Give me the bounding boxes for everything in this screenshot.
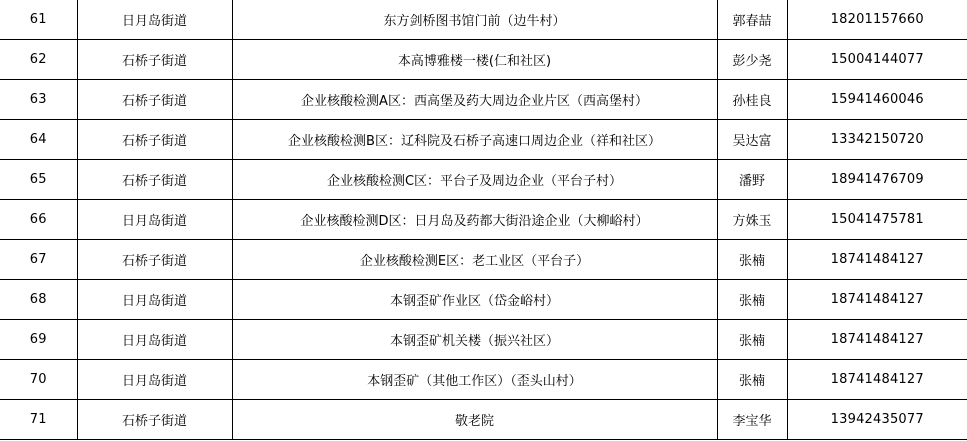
site-location: 企业核酸检测E区：老工业区（平台子） bbox=[232, 240, 717, 280]
contact-phone: 18941476709 bbox=[787, 160, 967, 200]
site-location: 东方剑桥图书馆门前（边牛村） bbox=[232, 0, 717, 40]
street-name: 石桥子街道 bbox=[77, 160, 232, 200]
row-number: 69 bbox=[0, 320, 77, 360]
site-location: 企业核酸检测D区：日月岛及药都大街沿途企业（大柳峪村） bbox=[232, 200, 717, 240]
street-name: 日月岛街道 bbox=[77, 0, 232, 40]
table-row bbox=[0, 0, 967, 40]
street-name: 日月岛街道 bbox=[77, 200, 232, 240]
site-location: 本钢歪矿（其他工作区）（歪头山村） bbox=[232, 360, 717, 400]
contact-phone: 13342150720 bbox=[787, 120, 967, 160]
row-number: 65 bbox=[0, 160, 77, 200]
contact-phone: 15041475781 bbox=[787, 200, 967, 240]
contact-person: 方姝玉 bbox=[717, 200, 787, 240]
contact-phone: 18741484127 bbox=[787, 280, 967, 320]
table-row bbox=[0, 280, 967, 320]
contact-phone: 15004144077 bbox=[787, 40, 967, 80]
street-name: 石桥子街道 bbox=[77, 240, 232, 280]
contact-phone: 13942435077 bbox=[787, 400, 967, 440]
contact-person: 张楠 bbox=[717, 280, 787, 320]
row-number: 64 bbox=[0, 120, 77, 160]
contact-person: 李宝华 bbox=[717, 400, 787, 440]
row-number: 63 bbox=[0, 80, 77, 120]
street-name: 日月岛街道 bbox=[77, 280, 232, 320]
row-number: 62 bbox=[0, 40, 77, 80]
table-row bbox=[0, 400, 967, 440]
row-number: 68 bbox=[0, 280, 77, 320]
site-location: 企业核酸检测B区：辽科院及石桥子高速口周边企业（祥和社区） bbox=[232, 120, 717, 160]
street-name: 石桥子街道 bbox=[77, 120, 232, 160]
site-location: 本高博雅楼一楼(仁和社区) bbox=[232, 40, 717, 80]
contact-person: 吴达富 bbox=[717, 120, 787, 160]
row-number: 61 bbox=[0, 0, 77, 40]
row-number: 66 bbox=[0, 200, 77, 240]
street-name: 石桥子街道 bbox=[77, 400, 232, 440]
street-name: 日月岛街道 bbox=[77, 320, 232, 360]
row-number: 70 bbox=[0, 360, 77, 400]
contact-person: 张楠 bbox=[717, 240, 787, 280]
street-name: 石桥子街道 bbox=[77, 40, 232, 80]
site-location: 企业核酸检测C区：平台子及周边企业（平台子村） bbox=[232, 160, 717, 200]
contact-phone: 18741484127 bbox=[787, 320, 967, 360]
contact-person: 张楠 bbox=[717, 320, 787, 360]
contact-phone: 18201157660 bbox=[787, 0, 967, 40]
contact-person: 孙桂良 bbox=[717, 80, 787, 120]
contact-person: 郭春喆 bbox=[717, 0, 787, 40]
table-row bbox=[0, 320, 967, 360]
table-row bbox=[0, 160, 967, 200]
contact-person: 彭少尧 bbox=[717, 40, 787, 80]
contact-phone: 18741484127 bbox=[787, 360, 967, 400]
contact-phone: 15941460046 bbox=[787, 80, 967, 120]
site-location: 本钢歪矿作业区（岱金峪村） bbox=[232, 280, 717, 320]
table-row bbox=[0, 200, 967, 240]
row-number: 71 bbox=[0, 400, 77, 440]
street-name: 日月岛街道 bbox=[77, 360, 232, 400]
row-number: 67 bbox=[0, 240, 77, 280]
table-row bbox=[0, 40, 967, 80]
table-row bbox=[0, 360, 967, 400]
table-row bbox=[0, 80, 967, 120]
contact-person: 张楠 bbox=[717, 360, 787, 400]
table-row bbox=[0, 120, 967, 160]
street-name: 石桥子街道 bbox=[77, 80, 232, 120]
contact-person: 潘野 bbox=[717, 160, 787, 200]
site-location: 企业核酸检测A区：西高堡及药大周边企业片区（西高堡村） bbox=[232, 80, 717, 120]
site-location: 本钢歪矿机关楼（振兴社区） bbox=[232, 320, 717, 360]
site-location: 敬老院 bbox=[232, 400, 717, 440]
table-row bbox=[0, 240, 967, 280]
contact-phone: 18741484127 bbox=[787, 240, 967, 280]
